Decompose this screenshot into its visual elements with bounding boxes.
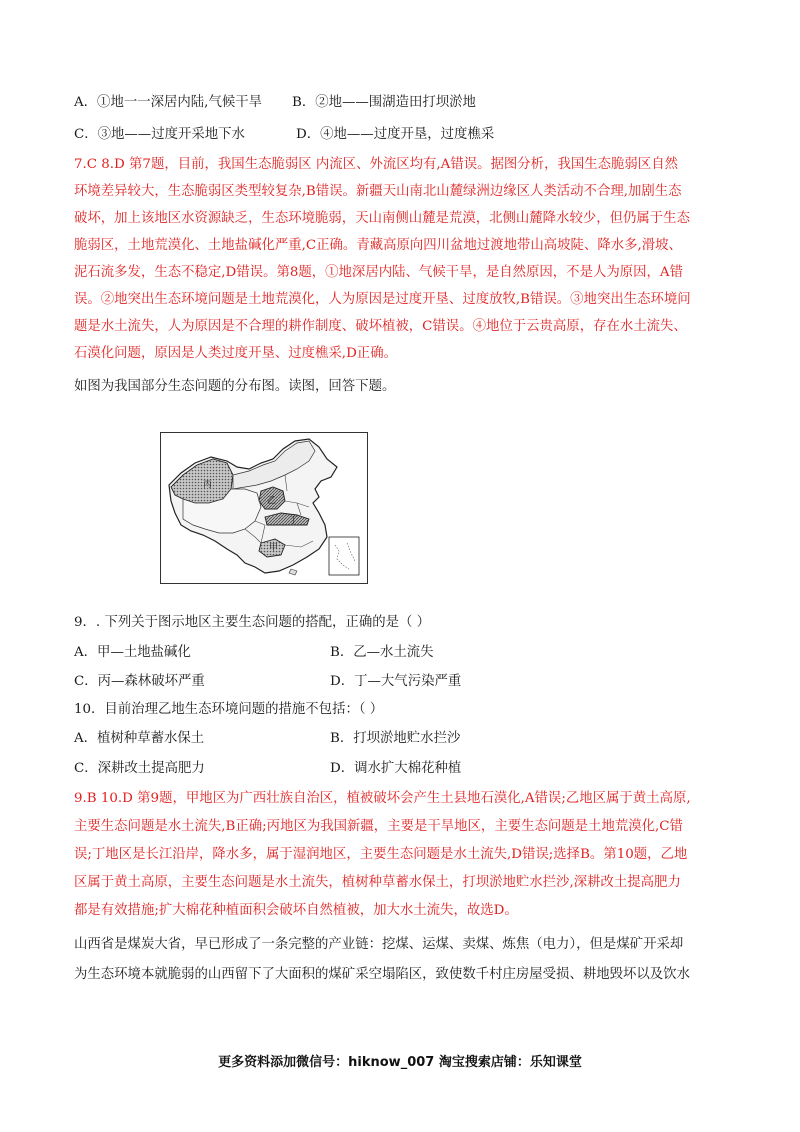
q10-row-2: [74, 760, 734, 778]
answer-9-10-line: 误;丁地区是长江沿岸，降水多，属于湿润地区，主要生态问题是水土流失,D错误;选择B。第10题，乙地: [74, 847, 688, 862]
region-bing: [171, 459, 233, 503]
q9-option-c: C．丙—森林破坏严重: [74, 674, 205, 689]
answer-9-10-line: 都是有效措施;扩大棉花种植面积会破坏自然植被，加大水土流失，故选D。: [74, 903, 518, 918]
answer-9-10-line: 区属于黄土高原，主要生态问题是水土流失，植树种草蓄水保土，打坝淤地贮水拦沙,深耕改土提高肥力: [74, 875, 681, 890]
q9-option-a: A．甲—土地盐碱化: [74, 645, 191, 660]
q10-option-d: D．调水扩大棉花种植: [330, 761, 462, 776]
q9-row-1: [74, 644, 734, 662]
map-label-ding: 丁: [289, 516, 299, 526]
map-label-bing: 丙: [203, 480, 213, 490]
q9-option-d: D．丁—大气污染严重: [330, 674, 462, 689]
q9-option-b: B．乙—水土流失: [330, 645, 434, 660]
china-map-graphic: [161, 433, 367, 583]
ecological-problem-map: [160, 432, 368, 584]
answer-7-8-line: 石漠化问题，原因是人类过度开垦、过度樵采,D正确。: [74, 346, 397, 361]
q9-stem: 9．. 下列关于图示地区主要生态问题的搭配，正确的是（ ）: [74, 615, 431, 630]
map-intro: 如图为我国部分生态问题的分布图。读图，回答下题。: [74, 379, 396, 394]
q8-option-c: C．③地——过度开采地下水: [74, 127, 245, 142]
passage-line: 山西省是煤炭大省，早已形成了一条完整的产业链：挖煤、运煤、卖煤、炼焦（电力），但是煤矿开采却: [74, 937, 684, 952]
q10-option-c: C．深耕改土提高肥力: [74, 761, 205, 776]
q10-row-1: [74, 730, 734, 748]
q10-option-a: A．植树种草蓄水保土: [74, 731, 205, 746]
answer-7-8-line: 题是水土流失，人为原因是不合理的耕作制度、破坏植被，C错误。④地位于云贵高原，存在水土流失、: [74, 319, 687, 334]
answer-9-10-line: 9.B 10.D 第9题，甲地区为广西壮族自治区，植被破坏会产生土县地石漠化,A错误;乙地区属于黄土高原,: [74, 791, 691, 806]
passage-line: 为生态环境本就脆弱的山西留下了大面积的煤矿采空塌陷区，致使数千村庄房屋受损、耕地毁坏以及饮水: [74, 967, 690, 982]
answer-7-8-line: 7.C 8.D 第7题，目前，我国生态脆弱区 内流区、外流区均有,A错误。据图分析，我国生态脆弱区自然: [74, 157, 678, 172]
answer-7-8-line: 泥石流多发，生态不稳定,D错误。第8题，①地深居内陆、气候干旱，是自然原因，不是人为原因，A错: [74, 265, 683, 280]
q8-option-d: D．④地——过度开垦，过度樵采: [296, 127, 495, 142]
hainan-island: [289, 569, 297, 575]
q10-stem: 10．目前治理乙地生态环境问题的措施不包括：（ ）: [74, 702, 384, 717]
q8-option-row-2: [74, 126, 734, 144]
answer-9-10-line: 主要生态问题是水土流失,B正确;丙地区为我国新疆，主要是干旱地区，主要生态问题是土地荒漠化,C错: [74, 819, 683, 834]
q10-option-b: B．打坝淤地贮水拦沙: [330, 731, 461, 746]
answer-7-8-line: 脆弱区，土地荒漠化、土地盐碱化严重,C正确。青藏高原向四川盆地过渡地带山高坡陡、降水多,滑坡、: [74, 238, 682, 253]
answer-7-8-line: 误。②地突出生态环境问题是土地荒漠化，人为原因是过度开垦、过度放牧,B错误。③地突出生态环境问: [74, 292, 691, 307]
map-label-jia: 甲: [269, 543, 279, 553]
answer-7-8-line: 环境差异较大，生态脆弱区类型较复杂,B错误。新疆天山南北山麓绿洲边缘区人类活动不合理,加剧生态: [74, 184, 682, 199]
page-footer: 更多资料添加微信号：hiknow_007 淘宝搜索店铺：乐知课堂: [218, 1055, 582, 1070]
q8-option-a: A．①地一一深居内陆,气候干旱: [74, 95, 263, 110]
answer-7-8-line: 破坏，加上该地区水资源缺乏，生态环境脆弱，天山南侧山麓是荒漠，北侧山麓降水较少，但仍属于生态: [74, 211, 690, 226]
south-sea-inset: [329, 537, 359, 575]
map-label-yi: 乙: [267, 496, 277, 506]
q8-option-b: B．②地——围湖造田打坝淤地: [292, 95, 476, 110]
q9-row-2: [74, 673, 734, 691]
q8-option-row-1: [74, 94, 734, 112]
